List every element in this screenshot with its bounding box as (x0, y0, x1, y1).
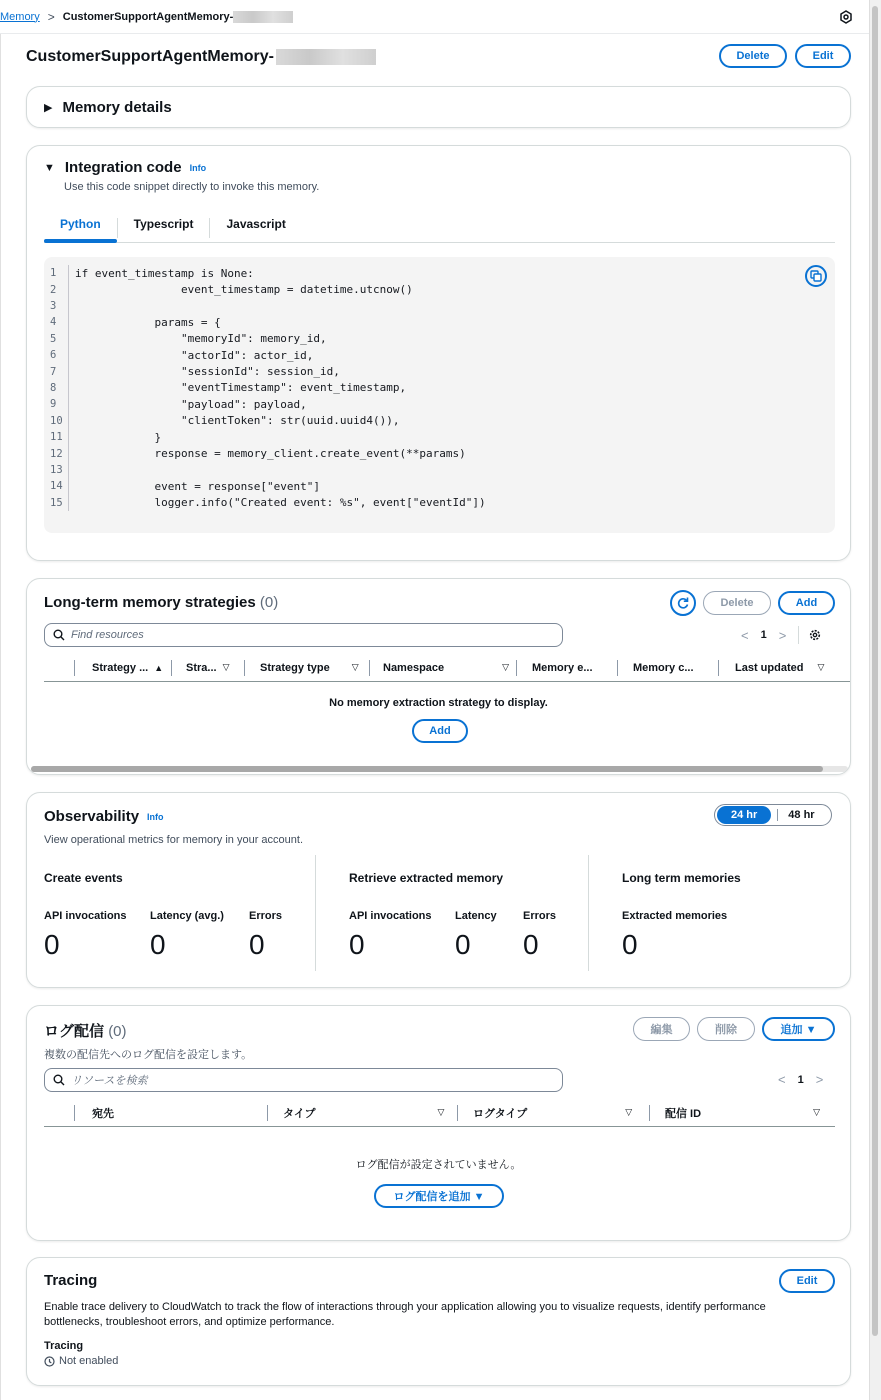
create-errors-value: 0 (249, 929, 265, 960)
column-namespace[interactable] (370, 662, 512, 674)
strategies-title-text: Long-term memory strategies (44, 594, 256, 611)
memory-details-panel[interactable] (26, 86, 851, 128)
language-tabs (44, 210, 835, 243)
top-bar (0, 0, 881, 34)
gutter-divider (68, 347, 69, 363)
main-content (0, 34, 869, 1400)
delete-strategy-button[interactable]: Delete (703, 591, 771, 615)
line-number: 11 (50, 431, 63, 444)
line-number: 10 (50, 414, 63, 427)
observability-panel (26, 792, 851, 988)
code-line (44, 363, 835, 379)
retrieve-latency-label: Latency (455, 910, 497, 922)
tab-typescript[interactable]: Typescript (133, 217, 194, 231)
caret-right-icon: ▶ (44, 102, 53, 114)
log-search-input[interactable] (44, 1068, 563, 1092)
observability-info-link[interactable]: Info (147, 811, 164, 822)
gutter-divider (68, 298, 69, 314)
code-text: "payload": payload, (75, 397, 307, 411)
strategies-search-input[interactable] (44, 623, 563, 647)
line-number: 14 (50, 480, 63, 493)
sort-icon: ▽ (502, 662, 510, 672)
edit-log-delivery-button[interactable]: 編集 (633, 1017, 690, 1041)
column-label: ログタイプ (473, 1107, 528, 1120)
retrieve-api-invocations-label: API invocations (349, 910, 432, 922)
edit-memory-button[interactable]: Edit (795, 44, 851, 68)
code-line (44, 462, 835, 478)
gutter-divider (68, 462, 69, 478)
code-text: if event_timestamp is None: (75, 266, 254, 280)
prev-page-icon[interactable]: < (741, 627, 749, 643)
redacted-id (233, 11, 293, 23)
integration-code-title: Integration code (64, 159, 182, 176)
column-strategy-status[interactable] (172, 662, 244, 674)
code-line (44, 445, 835, 461)
code-text: params = { (75, 315, 221, 329)
code-line (44, 298, 835, 314)
log-empty-message: ログ配信が設定されていません。 (355, 1159, 522, 1171)
code-text: event_timestamp = datetime.utcnow() (75, 283, 413, 297)
sort-icon: ▽ (817, 662, 825, 672)
sort-icon: ▽ (437, 1107, 445, 1117)
sort-icon: ▽ (351, 662, 359, 672)
code-line (44, 495, 835, 511)
create-api-invocations-label: API invocations (44, 910, 127, 922)
create-events-title: Create events (44, 871, 123, 885)
breadcrumb-separator-icon: > (47, 9, 55, 24)
tracing-status (44, 1355, 118, 1367)
tracing-description: Enable trace delivery to CloudWatch to track the flow of interactions through your application allowing you to visualize requests, identify performance bottlenecks, troubleshoot errors, and optimize performance. (44, 1301, 766, 1328)
metric-group-divider (588, 855, 589, 971)
search-icon (53, 1074, 65, 1086)
strategies-panel (26, 578, 851, 775)
copy-icon (810, 270, 822, 282)
metric-group-divider (315, 855, 316, 971)
add-strategy-button[interactable]: Add (778, 591, 835, 615)
code-text: event = response["event"] (75, 479, 321, 493)
code-text: "sessionId": session_id, (75, 365, 340, 379)
page-scrollbar-thumb[interactable] (872, 6, 878, 1336)
integration-code-panel (26, 145, 851, 561)
column-delivery-id[interactable] (650, 1105, 820, 1121)
log-delivery-panel (26, 1005, 851, 1241)
column-label: Strategy ... (92, 661, 149, 674)
tracing-status-text: Not enabled (59, 1355, 119, 1367)
search-placeholder: Find resources (71, 629, 144, 641)
retrieve-api-invocations-value: 0 (349, 929, 365, 960)
sort-ascending-icon: ▲ (154, 662, 164, 673)
caret-down-icon: ▼ (44, 161, 55, 174)
range-48hr-option[interactable]: 48 hr (788, 809, 815, 821)
range-24hr-option[interactable]: 24 hr (717, 806, 771, 824)
column-memory-extraction[interactable] (517, 662, 617, 674)
column-label: 宛先 (92, 1107, 114, 1120)
code-line (44, 413, 835, 429)
column-strategy-name[interactable] (75, 662, 163, 674)
next-page-icon[interactable]: > (778, 627, 787, 643)
code-block (44, 257, 835, 533)
sort-icon: ▽ (625, 1107, 633, 1117)
observability-description: View operational metrics for memory in your account. (44, 834, 304, 846)
memory-details-title: Memory details (62, 99, 172, 116)
redacted-title-id (276, 49, 376, 65)
observability-header (44, 808, 164, 825)
strategies-title (44, 594, 278, 611)
gutter-divider (68, 314, 69, 330)
column-label: 配信 ID (665, 1107, 702, 1120)
retrieve-errors-value: 0 (523, 929, 539, 960)
page-number[interactable]: 1 (760, 629, 767, 641)
line-number: 9 (50, 398, 57, 411)
column-label: Memory e... (532, 661, 593, 674)
line-number: 7 (50, 365, 57, 378)
gutter-divider (68, 380, 69, 396)
strategies-pagination (741, 626, 821, 644)
line-number: 6 (50, 349, 57, 362)
line-number: 8 (50, 381, 57, 394)
column-strategy-type[interactable] (245, 662, 365, 674)
line-number: 13 (50, 463, 63, 476)
extracted-memories-label: Extracted memories (622, 910, 728, 922)
line-number: 4 (50, 316, 57, 329)
copy-code-button[interactable] (805, 265, 827, 287)
pager-divider (798, 626, 799, 644)
gutter-divider (68, 429, 69, 445)
extracted-memories-value: 0 (622, 929, 638, 960)
empty-add-strategy-button[interactable]: Add (412, 719, 468, 743)
tab-python[interactable]: Python (44, 210, 117, 242)
code-text: "clientToken": str(uuid.uuid4()), (75, 414, 400, 428)
page-title-text: CustomerSupportAgentMemory- (26, 48, 275, 65)
line-number: 5 (50, 332, 57, 345)
code-text: logger.info("Created event: %s", event["eventId"]) (75, 496, 486, 510)
search-icon (53, 629, 65, 641)
strategies-empty-message: No memory extraction strategy to display. (329, 697, 548, 709)
create-api-invocations-value: 0 (44, 929, 60, 960)
add-log-delivery-dropdown[interactable]: 追加 ▼ (762, 1017, 835, 1041)
gutter-divider (68, 363, 69, 379)
create-latency-label: Latency (avg.) (150, 910, 224, 922)
column-label: Strategy type (260, 661, 330, 674)
line-number: 12 (50, 447, 63, 460)
strategies-table-header (44, 654, 851, 682)
integration-code-description: Use this code snippet directly to invoke this memory. (64, 181, 320, 193)
page-scrollbar[interactable] (869, 0, 881, 1400)
prev-page-icon[interactable]: < (778, 1072, 786, 1087)
line-number: 2 (50, 283, 57, 296)
tracing-field-label: Tracing (44, 1340, 84, 1352)
tab-javascript[interactable]: Javascript (226, 217, 286, 231)
log-delivery-title-text: ログ配信 (44, 1023, 105, 1040)
log-delivery-description: 複数の配信先へのログ配信を設定します。 (44, 1049, 253, 1061)
preferences-gear-icon[interactable] (809, 629, 821, 641)
gutter-divider (68, 445, 69, 461)
delete-log-delivery-button[interactable]: 削除 (697, 1017, 755, 1041)
page-title (26, 48, 376, 66)
log-delivery-title (44, 1020, 127, 1041)
breadcrumb-current: CustomerSupportAgentMemory- (62, 10, 234, 23)
create-errors-label: Errors (249, 910, 283, 922)
line-number: 15 (50, 496, 63, 509)
integration-info-link[interactable]: Info (189, 162, 207, 173)
tracing-panel (26, 1257, 851, 1386)
gutter-divider (68, 281, 69, 297)
strategies-count: (0) (259, 594, 279, 611)
table-horizontal-scrollbar[interactable] (31, 766, 848, 772)
retrieve-errors-label: Errors (523, 910, 557, 922)
code-text: "eventTimestamp": event_timestamp, (75, 381, 407, 395)
column-label: Memory c... (633, 661, 694, 674)
settings-icon[interactable] (839, 10, 853, 24)
retrieve-memory-title: Retrieve extracted memory (349, 871, 504, 885)
integration-code-header[interactable] (44, 159, 206, 176)
line-number: 1 (50, 267, 57, 280)
create-latency-value: 0 (150, 929, 166, 960)
horizontal-scrollbar-thumb[interactable] (31, 766, 823, 772)
refresh-icon (676, 596, 690, 610)
tracing-title: Tracing (44, 1272, 98, 1289)
gutter-divider (68, 413, 69, 429)
time-range-selector[interactable] (714, 804, 832, 826)
gutter-divider (68, 331, 69, 347)
sort-icon: ▽ (222, 662, 230, 672)
refresh-button[interactable] (670, 590, 696, 616)
code-line (44, 429, 835, 445)
column-label: タイプ (283, 1107, 316, 1120)
memory-details-header[interactable] (44, 99, 172, 116)
search-placeholder: リソースを検索 (71, 1075, 148, 1087)
code-text: "memoryId": memory_id, (75, 332, 327, 346)
column-label: Stra... (186, 661, 217, 674)
breadcrumb-memory-link[interactable]: Memory (0, 10, 40, 23)
column-label: Last updated (735, 661, 804, 674)
code-line (44, 380, 835, 396)
next-page-icon[interactable]: > (815, 1072, 824, 1087)
column-type[interactable] (268, 1105, 457, 1121)
line-number: 3 (50, 299, 57, 312)
code-line (44, 478, 835, 494)
delete-memory-button[interactable]: Delete (719, 44, 787, 68)
code-line (44, 265, 835, 281)
long-term-memories-title: Long term memories (622, 871, 741, 885)
clock-icon (44, 1356, 55, 1367)
gutter-divider (68, 265, 69, 281)
log-delivery-count: (0) (108, 1023, 127, 1040)
column-destination[interactable] (75, 1105, 267, 1121)
code-line (44, 314, 835, 330)
column-memory-consolidation[interactable] (618, 662, 718, 674)
code-line (44, 347, 835, 363)
page-number[interactable]: 1 (797, 1073, 804, 1086)
code-text: } (75, 430, 162, 444)
code-line (44, 281, 835, 297)
log-table-header (44, 1099, 835, 1127)
code-text: response = memory_client.create_event(**params) (75, 447, 466, 461)
code-line (44, 396, 835, 412)
gutter-divider (68, 495, 69, 511)
empty-add-log-delivery-button[interactable]: ログ配信を追加 ▼ (374, 1184, 504, 1208)
code-text: "actorId": actor_id, (75, 348, 314, 362)
log-pagination (778, 1072, 823, 1087)
column-label: Namespace (383, 661, 445, 674)
gutter-divider (68, 396, 69, 412)
observability-title: Observability (44, 808, 140, 825)
column-log-type[interactable] (458, 1105, 649, 1121)
sort-icon: ▽ (813, 1107, 820, 1117)
retrieve-latency-value: 0 (455, 929, 471, 960)
edit-tracing-button[interactable]: Edit (779, 1269, 835, 1293)
column-last-updated[interactable] (719, 662, 824, 674)
code-line (44, 331, 835, 347)
gutter-divider (68, 478, 69, 494)
